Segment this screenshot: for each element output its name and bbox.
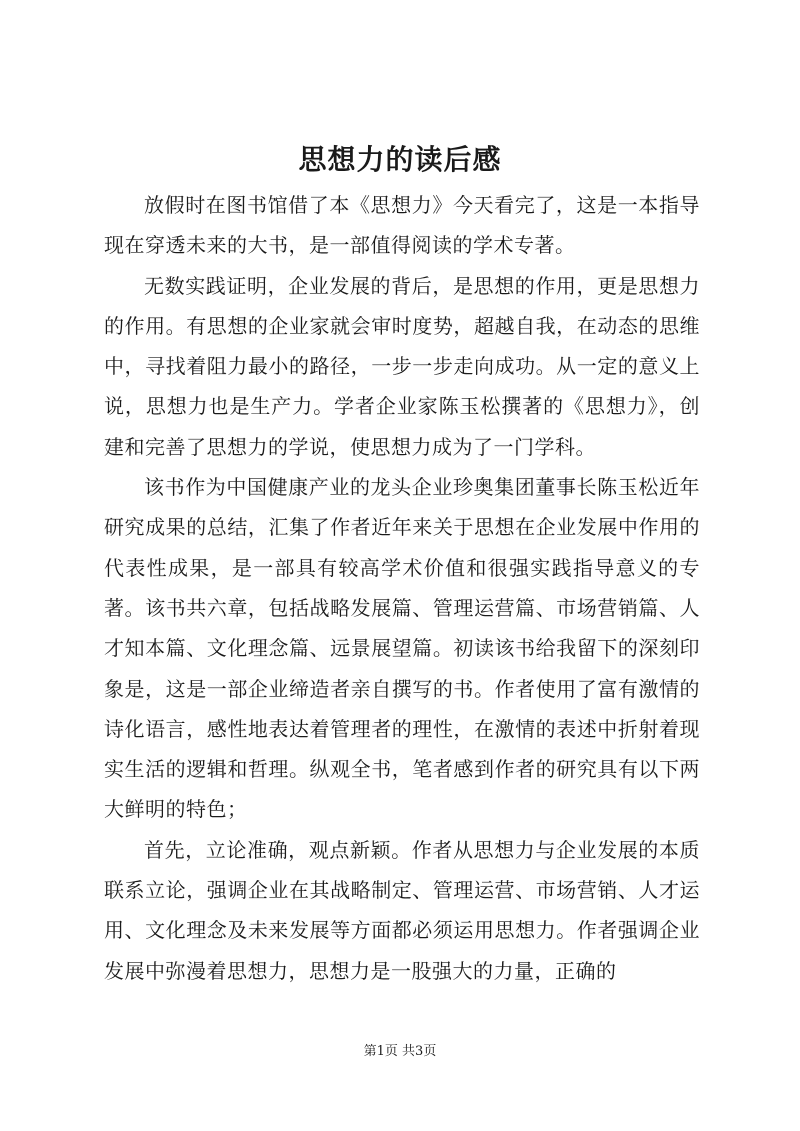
document-title: 思想力的读后感: [298, 143, 502, 176]
document-body: [104, 185, 700, 991]
paragraph-2: 无数实践证明，企业发展的背后，是思想的作用，更是思想力的作用。有思想的企业家就会审时度势，超越自我，在动态的思维中，寻找着阻力最小的路径，一步一步走向成功。从一定的意义上说，思想力也是生产力。学者企业家陈玉松撰著的《思想力》，创建和完善了思想力的学说，使思想力成为了一门学科。: [104, 273, 700, 459]
page-number-footer: 第1页 共3页: [363, 1044, 437, 1059]
paragraph-1: 放假时在图书馆借了本《思想力》今天看完了，这是一本指导现在穿透未来的大书，是一部值得阅读的学术专著。: [104, 193, 700, 258]
paragraph-4: 首先，立论准确，观点新颖。作者从思想力与企业发展的本质联系立论，强调企业在其战略制定、管理运营、市场营销、人才运用、文化理念及未来发展等方面都必须运用思想力。作者强调企业发展中弥漫着思想力，思想力是一股强大的力量，正确的: [104, 837, 700, 983]
paragraph-3: 该书作为中国健康产业的龙头企业珍奥集团董事长陈玉松近年研究成果的总结，汇集了作者近年来关于思想在企业发展中作用的代表性成果，是一部具有较高学术价值和很强实践指导意义的专著。该书共六章，包括战略发展篇、管理运营篇、市场营销篇、人才知本篇、文化理念篇、远景展望篇。初读该书给我留下的深刻印象是，这是一部企业缔造者亲自撰写的书。作者使用了富有激情的诗化语言，感性地表达着管理者的理性，在激情的表述中折射着现实生活的逻辑和哲理。纵观全书，笔者感到作者的研究具有以下两大鲜明的特色；: [104, 475, 700, 822]
